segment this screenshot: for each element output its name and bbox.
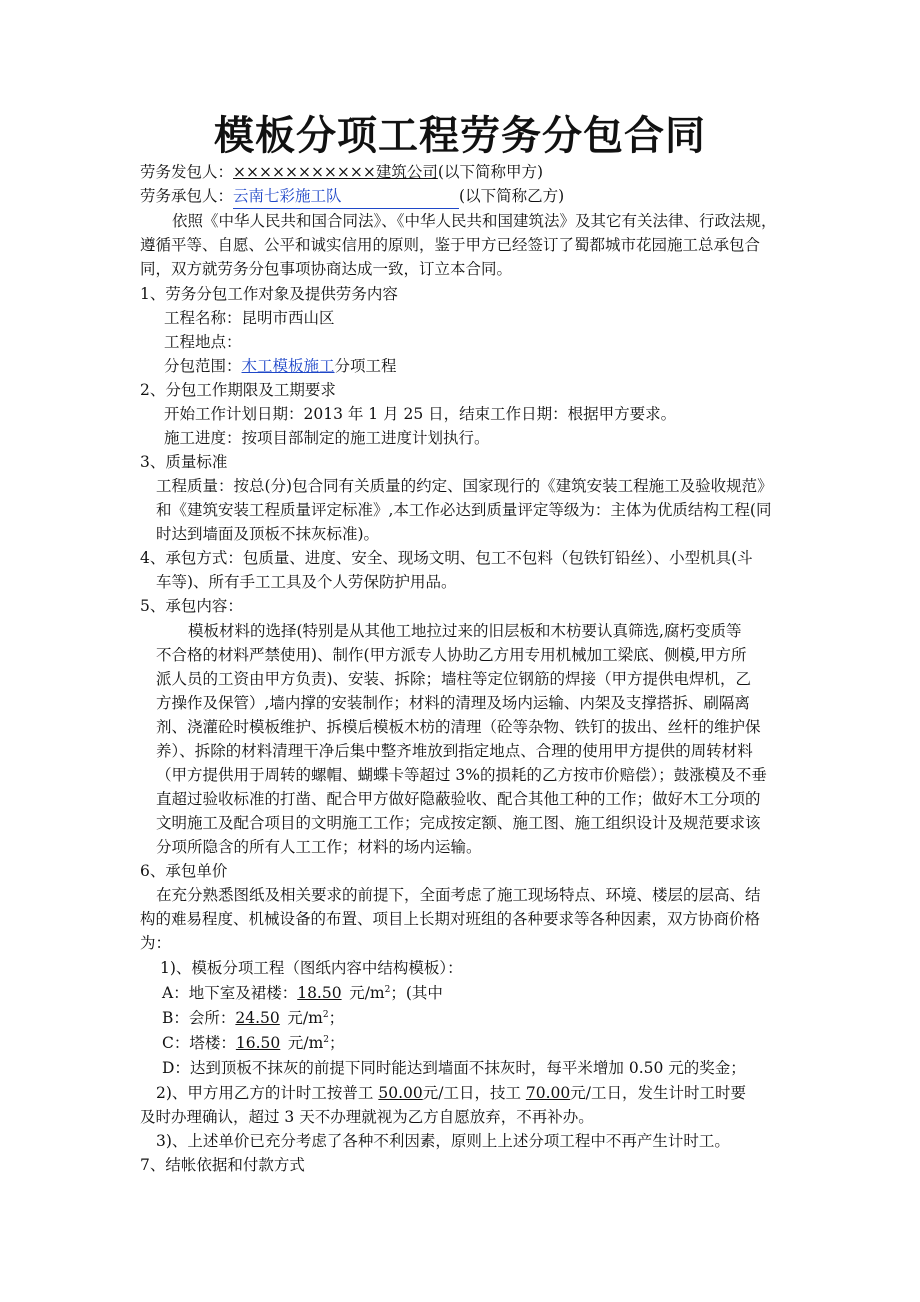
price-a-value: 18.50 [297,984,342,1002]
employer-label: 劳务发包人： [140,163,234,181]
price-a-tail: ；(其中 [390,984,443,1002]
pricing-item-2-line-2: 及时办理确认，超过 3 天不办理就视为乙方自愿放弃，不再补办。 [140,1108,594,1126]
intro-line-2: 遵循平等、自愿、公平和诚实信用的原则，鉴于甲方已经签订了蜀都城市花园施工总承包合 [140,236,761,254]
price-b-sq: 2 [322,1009,329,1020]
schedule-line: 开始工作计划日期：2013 年 1 月 25 日，结束工作日期：根据甲方要求。 [164,405,677,423]
section-6-heading: 6、承包单价 [140,862,228,880]
price-c-line [162,1031,345,1055]
progress-line: 施工进度：按项目部制定的施工进度计划执行。 [164,429,490,447]
scope-detail-line-3: 派人员的工资由甲方负责)、安装、拆除；墙柱等定位钢筋的焊接（甲方提供电焊机，乙 [156,670,752,688]
document-title: 模板分项工程劳务分包合同 [214,112,706,159]
contractor-line [140,184,564,209]
scope-detail-line-10: 分项所隐含的所有人工工作；材料的场内运输。 [156,838,482,856]
section-4-line-2: 车等)、所有手工工具及个人劳保防护用品。 [156,573,457,591]
item2-text-b: 元/工日，技工 [422,1084,526,1102]
scope-detail-line-8: 直超过验收标准的打凿、配合甲方做好隐蔽验收、配合其他工种的工作；做好木工分项的 [156,790,761,808]
price-a-line [162,981,443,1005]
price-c-label: C：塔楼： [162,1034,236,1052]
contractor-name[interactable]: 云南七彩施工队 [233,187,342,205]
scope-detail-line-9: 文明施工及配合项目的文明施工工作；完成按定额、施工图、施工组织设计及规范要求该 [156,814,761,832]
pricing-line-1: 在充分熟悉图纸及相关要求的前提下，全面考虑了施工现场特点、环境、楼层的层高、结 [156,886,761,904]
price-b-tail: ； [328,1009,345,1027]
project-site: 工程地点： [164,333,242,351]
pricing-item-2-line-1 [156,1081,746,1105]
intro-line-1: 依照《中华人民共和国合同法》、《中华人民共和国建筑法》及其它有关法律、行政法规， [172,212,777,230]
section-3-heading: 3、质量标准 [140,453,228,471]
section-4-line-1: 4、承包方式：包质量、进度、安全、现场文明、包工不包料（包铁钉铅丝）、小型机具(斗 [140,549,753,567]
scope-value[interactable]: 木工模板施工 [241,357,335,375]
price-c-value: 16.50 [235,1034,281,1052]
quality-line-1: 工程质量：按总(分)包合同有关质量的约定、国家现行的《建筑安装工程施工及验收规范》 [156,477,773,495]
price-c-sq: 2 [323,1034,330,1045]
pricing-item-3: 3)、上述单价已充分考虑了各种不利因素，原则上上述分项工程中不再产生计时工。 [156,1132,730,1150]
section-2-heading: 2、分包工作期限及工期要求 [140,381,336,399]
employer-note: (以下简称甲方) [437,163,543,181]
project-name: 工程名称：昆明市西山区 [164,309,335,327]
price-b-unit: 元/m [287,1009,323,1027]
item2-text-c: 元/工日，发生计时工时要 [570,1084,746,1102]
price-a-label: A：地下室及裙楼： [162,984,298,1002]
price-b-label: B：会所： [162,1009,236,1027]
pricing-line-3: 为： [140,934,172,952]
scope-detail-line-2: 不合格的材料严禁使用)、制作(甲方派专人协助乙方用专用机械加工梁底、侧模,甲方所 [156,646,747,664]
scope-detail-line-1: 模板材料的选择(特别是从其他工地拉过来的旧层板和木枋要认真筛选,腐朽变质等 [188,622,742,640]
pricing-line-2: 构的难易程度、机械设备的布置、项目上长期对班组的各种要求等各种因素，双方协商价格 [140,910,761,928]
contractor-label: 劳务承包人： [140,187,234,205]
price-b-value: 24.50 [235,1009,280,1027]
item2-value-2: 70.00 [525,1084,571,1102]
intro-line-3: 同，双方就劳务分包事项协商达成一致，订立本合同。 [140,260,513,278]
pricing-item-1: 1)、模板分项工程（图纸内容中结构模板）： [160,959,463,977]
scope-detail-line-7: （甲方提供用于周转的螺帽、蝴蝶卡等超过 3%的损耗的乙方按市价赔偿）；鼓涨模及不垂 [156,766,767,784]
scope-detail-line-6: 养）、拆除的材料清理干净后集中整齐堆放到指定地点、合理的使用甲方提供的周转材料 [156,742,753,760]
scope-detail-line-4: 方操作及保管）,墙内撑的安装制作；材料的清理及场内运输、内架及支撑搭拆、刷隔离 [156,694,750,712]
price-a-sq: 2 [384,984,391,995]
contractor-note: (以下简称乙方) [459,187,565,205]
quality-line-3: 时达到墙面及顶板不抹灰标准)。 [156,525,380,543]
employer-name: ×××××××××××建筑公司 [233,163,438,181]
section-5-heading: 5、承包内容： [140,597,243,615]
scope-label: 分包范围： [164,357,242,375]
item2-text-a: 2)、甲方用乙方的计时工按普工 [156,1084,379,1102]
item2-value-1: 50.00 [378,1084,423,1102]
price-c-tail: ； [329,1034,345,1052]
scope-detail-line-5: 剂、浇灌砼时模板维护、拆模后模板木枋的清理（砼等杂物、铁钉的拔出、丝杆的维护保 [156,718,761,736]
scope-suffix: 分项工程 [334,357,397,375]
quality-line-2: 和《建筑安装工程质量评定标准》,本工作必达到质量评定等级为：主体为优质结构工程(同 [156,501,772,519]
section-7-heading: 7、结帐依据和付款方式 [140,1156,305,1174]
price-b-line [162,1006,344,1030]
price-a-unit: 元/m [349,984,385,1002]
employer-line [140,160,543,184]
price-c-unit: 元/m [287,1034,324,1052]
scope-line [164,354,397,378]
price-d-line: D：达到顶板不抹灰的前提下同时能达到墙面不抹灰时，每平米增加 0.50 元的奖金； [162,1059,746,1077]
section-1-heading: 1、劳务分包工作对象及提供劳务内容 [140,285,398,303]
